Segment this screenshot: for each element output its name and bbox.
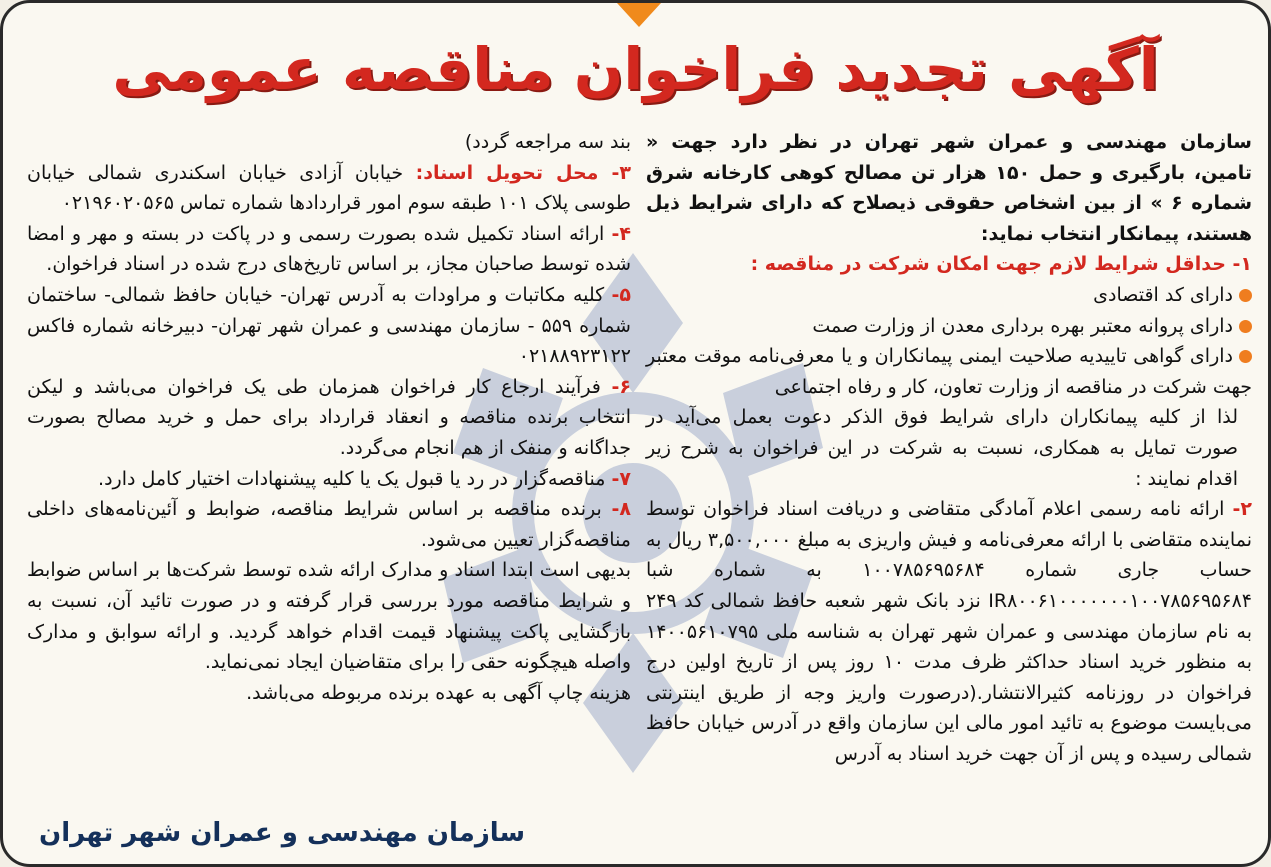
bullet-item: دارای پروانه معتبر بهره برداری معدن از وزارت صمت: [646, 311, 1252, 342]
bullet-item: دارای کد اقتصادی: [646, 280, 1252, 311]
section-5: ۵- کلیه مکاتبات و مراودات به آدرس تهران- خیابان حافظ شمالی- ساختمان شماره ۵۵۹ - سازمان مهندسی و عمران شهر تهران- دبیرخانه شماره فاکس ۰۲۱۸۸۹۲۳۱۲۲: [27, 283, 631, 368]
intro-org: سازمان مهندسی و عمران شهر تهران: [864, 131, 1252, 153]
continuation-text: بند سه مراجعه گردد): [464, 131, 631, 153]
left-column: [27, 127, 631, 708]
intro-text: در نظر دارد جهت « تامین، بارگیری و حمل ۱۵۰ هزار تن مصالح کوهی کارخانه شرق شماره ۶ » از بین اشخاص حقوقی ذیصلاح که دارای شرایط ذیل هستند، پیمانکار انتخاب نماید:: [646, 131, 1253, 245]
intro-paragraph: [646, 127, 1252, 249]
closing-paragraph: بدیهی است ابتدا اسناد و مدارک ارائه شده توسط شرکت‌ها بر اساس ضوابط و شرایط مناقصه مورد بررسی قرار گرفته و در صورت تائید آن، نسبت به بازگشایی پاکت پیشنهاد قیمت اقدام خواهد گردید. و ارائه سوابق و مدارک واصله هیچگونه حقی را برای متقاضیان ایجاد نمی‌نماید.: [27, 559, 631, 674]
bullet-dot-icon: [1239, 320, 1252, 333]
bullet-item: دارای گواهی تاییدیه صلاحیت ایمنی پیمانکاران و یا معرفی‌نامه موقت معتبر جهت شرکت در مناقصه از وزارت تعاون، کار و رفاه اجتماعی: [646, 345, 1252, 398]
top-marker-icon: [617, 3, 661, 27]
bullet-dot-icon: [1239, 350, 1252, 363]
section-7: ۷- مناقصه‌گزار در رد یا قبول یک یا کلیه پیشنهادات اختیار کامل دارد.: [98, 467, 631, 490]
right-column: [646, 127, 1252, 769]
section-1-heading: ۱- حداقل شرایط لازم جهت امکان شرکت در مناقصه :: [750, 253, 1252, 276]
section-6: ۶- فرآیند ارجاع کار فراخوان همزمان طی یک فراخوان می‌باشد و لیکن انتخاب برنده مناقصه و انعقاد قرارداد برای حمل و خرید مصالح بصورت جداگانه و منفک از هم انجام می‌گردد.: [27, 375, 631, 459]
page-title: آگهی تجدید فراخوان مناقصه عمومی: [112, 35, 1159, 103]
section-4: ۴- ارائه اسناد تکمیل شده بصورت رسمی و در پاکت در بسته و مهر و امضا شده توسط صاحبان مجاز، بر اساس تاریخ‌های درج شده در اسناد فراخوان.: [27, 222, 631, 276]
section-3: ۳- محل تحویل اسناد: خیابان آزادی خیابان اسکندری شمالی خیابان طوسی پلاک ۱۰۱ طبقه سوم امور قراردادها شماره تماس ۰۲۱۹۶۰۲۰۵۶۵: [27, 161, 632, 215]
fee-note: هزینه چاپ آگهی به عهده برنده مربوطه می‌باشد.: [246, 681, 631, 704]
section-8: ۸- برنده مناقصه بر اساس شرایط مناقصه، ضوابط و آئین‌نامه‌های داخلی مناقصه‌گزار تعیین می‌شود.: [27, 498, 631, 551]
bullet-dot-icon: [1239, 289, 1252, 302]
invitation-paragraph: لذا از کلیه پیمانکاران دارای شرایط فوق الذکر دعوت بعمل می‌آید در صورت تمایل به همکاری، نسبت به شرکت در این فراخوان به شرح زیر اقدام نمایند :: [646, 406, 1238, 490]
section-2: ۲- ارائه نامه رسمی اعلام آمادگی متقاضی و دریافت اسناد فراخوان توسط نماینده متقاضی با ارائه معرفی‌نامه و فیش واریزی به مبلغ ۳,۵۰۰,۰۰۰ ریال به حساب جاری شماره ۱۰۰۷۸۵۶۹۵۶۸۴ به شماره شبا IR۸۰۰۶۱۰۰۰۰۰۰۰۱۰۰۷۸۵۶۹۵۶۸۴ نزد بانک شهر شعبه حافظ شمالی کد ۲۴۹ به نام سازمان مهندسی و عمران شهر تهران به شناسه ملی ۱۴۰۰۵۶۱۰۷۹۵ به منظور خرید اسناد حداکثر ظرف مدت ۱۰ روز پس از تاریخ اولین درج فراخوان در روزنامه کثیرالانتشار.(درصورت واریز وجه از طریق اینترنتی می‌بایست موضوع به تائید امور مالی این سازمان واقع در آدرس خیابان حافظ شمالی رسیده و پس از آن جهت خرید اسناد به آدرس: [646, 498, 1252, 765]
footer-signature: سازمان مهندسی و عمران شهر تهران: [39, 818, 526, 848]
